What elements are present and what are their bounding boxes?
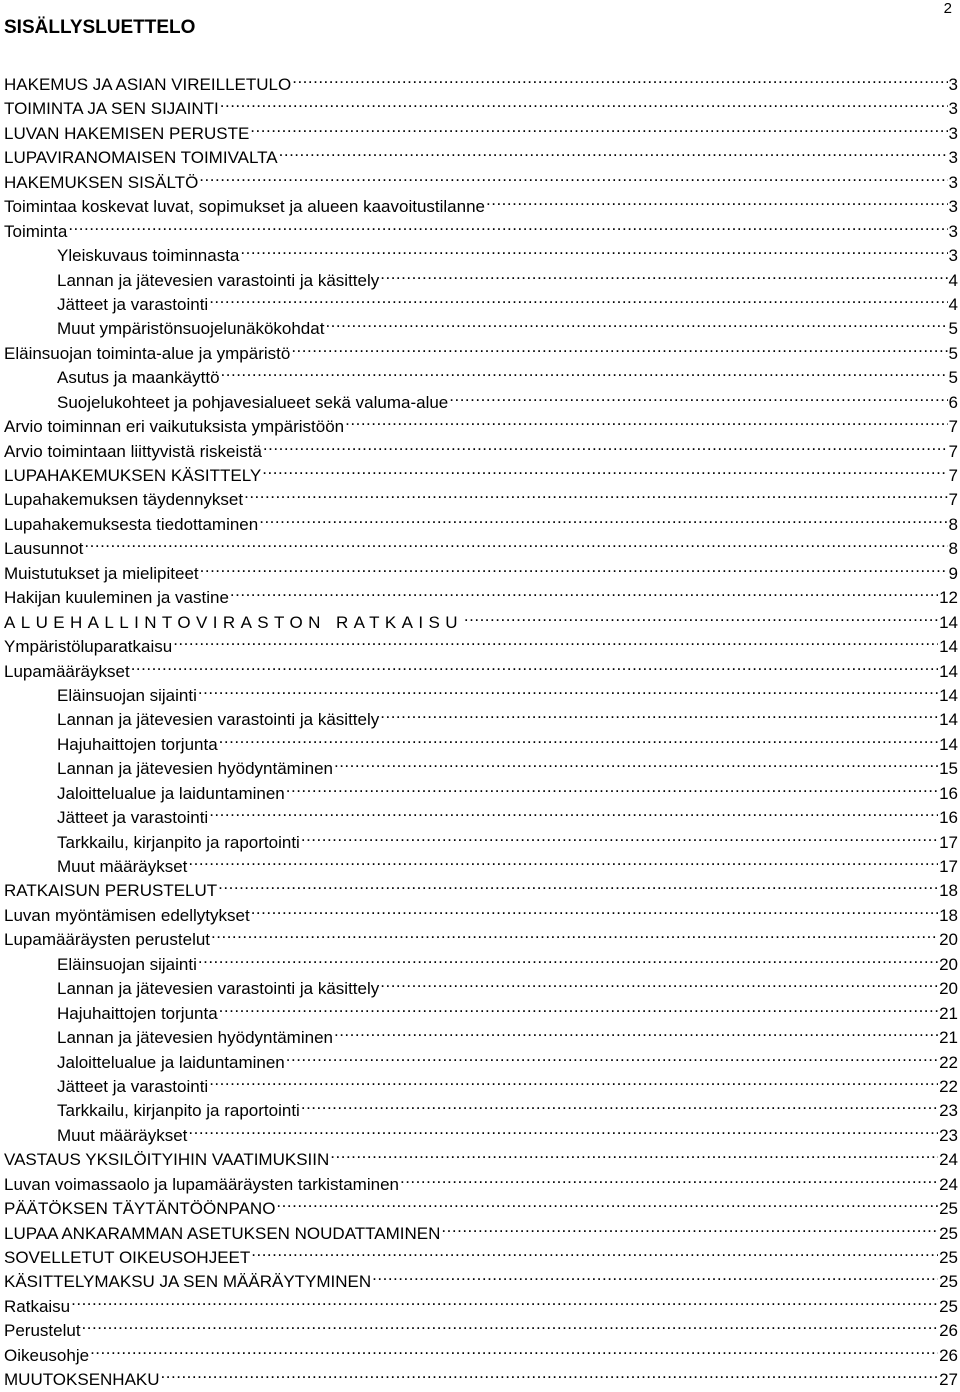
toc-entry-page: 14 — [939, 612, 958, 632]
toc-entry-page: 18 — [939, 881, 958, 901]
toc-entry-label: Oikeusohje — [4, 1345, 90, 1365]
dot-leader — [221, 359, 948, 383]
dot-leader — [279, 139, 948, 163]
toc-entry-page: 26 — [939, 1345, 958, 1365]
dot-leader — [219, 995, 938, 1019]
dot-leader — [334, 750, 938, 774]
toc-entry-label: HAKEMUS JA ASIAN VIREILLETULO — [4, 75, 292, 94]
dot-leader — [400, 1166, 938, 1190]
toc-entry-page: 17 — [939, 857, 958, 876]
dot-leader — [291, 335, 947, 359]
dot-leader — [71, 1288, 938, 1312]
dot-leader — [219, 726, 938, 750]
toc-entry-page: 25 — [939, 1199, 958, 1219]
toc-entry-page: 20 — [939, 930, 958, 950]
dot-leader — [209, 799, 938, 823]
toc-entry-label: MUUTOKSENHAKU — [4, 1370, 160, 1390]
toc-entry[interactable] — [4, 653, 958, 681]
toc-entry-page: 25 — [939, 1248, 958, 1267]
toc-entry-label: Toiminta — [4, 221, 68, 241]
toc-entry-label: Jaloittelualue ja laiduntaminen — [57, 783, 285, 803]
toc-entry[interactable] — [4, 1361, 958, 1390]
toc-entry-page: 4 — [948, 270, 958, 290]
toc-entry-label: Lausunnot — [4, 539, 84, 559]
toc-entry-label: Hajuhaittojen torjunta — [57, 1003, 218, 1023]
toc-entry-page: 8 — [948, 514, 958, 534]
toc-entry-page: 27 — [939, 1370, 958, 1390]
toc-entry-label: Perustelut — [4, 1321, 81, 1341]
toc-entry[interactable] — [4, 1337, 958, 1365]
toc-entry[interactable] — [4, 213, 958, 241]
dot-leader — [188, 848, 938, 872]
dot-leader — [464, 604, 938, 628]
toc-entry-label: Jätteet ja varastointi — [57, 1076, 209, 1096]
toc-entry-label: LUVAN HAKEMISEN PERUSTE — [4, 123, 250, 143]
toc-entry-page: 3 — [948, 246, 958, 266]
toc-entry-page: 21 — [939, 1003, 958, 1023]
dot-leader — [292, 66, 947, 90]
toc-entry-page: 14 — [939, 734, 958, 754]
dot-leader — [84, 530, 947, 554]
toc-entry-label: Lannan ja jätevesien varastointi ja käsittely — [57, 979, 380, 999]
toc-entry-label: Jätteet ja varastointi — [57, 294, 209, 314]
dot-leader — [330, 1141, 938, 1165]
dot-leader — [188, 1117, 938, 1141]
toc-entry-label: Eläinsuojan toiminta-alue ja ympäristö — [4, 343, 291, 363]
toc-entry-page: 4 — [948, 294, 958, 314]
toc-entry-page: 5 — [948, 368, 958, 388]
toc-entry-label: LUPAA ANKARAMMAN ASETUKSEN NOUDATTAMINEN — [4, 1223, 441, 1243]
toc-entry-page: 17 — [939, 832, 958, 852]
toc-entry-label: Lannan ja jätevesien varastointi ja käsittely — [57, 710, 380, 730]
toc-entry-page: 3 — [948, 197, 958, 217]
toc-entry-page: 6 — [948, 392, 958, 412]
toc-entry-page: 14 — [939, 637, 958, 657]
dot-leader — [230, 579, 938, 603]
toc-entry-page: 5 — [948, 319, 958, 339]
dot-leader — [199, 164, 947, 188]
dot-leader — [173, 628, 938, 652]
toc-entry[interactable] — [4, 1312, 958, 1341]
toc-entry-page: 14 — [939, 685, 958, 705]
toc-entry-page: 23 — [939, 1101, 958, 1121]
dot-leader — [211, 921, 938, 945]
toc-entry-page: 22 — [939, 1052, 958, 1072]
dot-leader — [334, 1019, 938, 1043]
toc-entry-label: HAKEMUKSEN SISÄLTÖ — [4, 172, 199, 192]
dot-leader — [262, 457, 947, 481]
dot-leader — [161, 1361, 939, 1385]
toc-entry-label: Asutus ja maankäyttö — [57, 368, 220, 388]
dot-leader — [131, 653, 938, 677]
toc-entry-label: Arvio toiminnan eri vaikutuksista ympäristöön — [4, 417, 345, 437]
dot-leader — [449, 384, 947, 408]
toc-entry-page: 25 — [939, 1296, 958, 1316]
toc-entry[interactable] — [4, 237, 958, 266]
toc-entry-page: 7 — [948, 417, 958, 437]
toc-entry-label: Ratkaisu — [4, 1296, 71, 1316]
dot-leader — [286, 1044, 938, 1068]
toc-entry-page: 7 — [948, 441, 958, 461]
toc-entry-label: Jaloittelualue ja laiduntaminen — [57, 1052, 285, 1072]
toc-entry-label: Lannan ja jätevesien varastointi ja käsittely — [57, 270, 380, 290]
toc-entry-label: ALUEHALLINTOVIRASTON RATKAISU — [4, 612, 463, 632]
toc-entry-page: 3 — [948, 123, 958, 143]
dot-leader — [251, 897, 938, 921]
dot-leader — [82, 1312, 939, 1336]
toc-entry-label: Lupamääräysten perustelut — [4, 930, 211, 950]
toc-entry-page: 3 — [948, 172, 958, 192]
toc-entry-page: 16 — [939, 783, 958, 803]
toc-entry-page: 14 — [939, 661, 958, 681]
toc-entry-label: Muut määräykset — [57, 1125, 188, 1145]
toc-entry-label: Eläinsuojan sijainti — [57, 685, 197, 705]
toc-entry-page: 25 — [939, 1272, 958, 1292]
dot-leader — [240, 237, 947, 261]
toc-entry-label: Lupahakemuksesta tiedottaminen — [4, 514, 259, 534]
toc-entry-page: 5 — [948, 343, 958, 363]
toc-entry-page: 20 — [939, 979, 958, 999]
dot-leader — [68, 213, 947, 237]
dot-leader — [259, 506, 947, 530]
dot-leader — [250, 115, 947, 139]
toc-entry-label: Eläinsuojan sijainti — [57, 954, 197, 974]
dot-leader — [380, 701, 938, 725]
dot-leader — [209, 286, 947, 310]
toc-entry-label: Luvan myöntämisen edellytykset — [4, 905, 250, 925]
dot-leader — [325, 310, 947, 334]
toc-entry-page: 9 — [948, 563, 958, 583]
toc-entry-label: PÄÄTÖKSEN TÄYTÄNTÖÖNPANO — [4, 1199, 276, 1219]
toc-entry-page: 23 — [939, 1125, 958, 1145]
dot-leader — [372, 1263, 938, 1287]
toc-entry-page: 24 — [939, 1174, 958, 1194]
toc-entry-label: Lupamääräykset — [4, 661, 130, 681]
page-title: SISÄLLYSLUETTELO — [4, 17, 196, 38]
toc-entry-label: Hakijan kuuleminen ja vastine — [4, 588, 229, 608]
toc-entry-page: 7 — [948, 466, 958, 485]
toc-entry-page: 3 — [948, 148, 958, 168]
toc-entry-label: LUPAHAKEMUKSEN KÄSITTELY — [4, 466, 262, 485]
toc-entry-page: 18 — [939, 905, 958, 925]
toc-entry-label: Muut ympäristönsuojelunäkökohdat — [57, 319, 325, 339]
toc-entry-label: Luvan voimassaolo ja lupamääräysten tarkistaminen — [4, 1174, 399, 1194]
toc-entry-page: 16 — [939, 808, 958, 828]
toc-entry-label: TOIMINTA JA SEN SIJAINTI — [4, 99, 219, 119]
toc-entry[interactable] — [4, 555, 958, 583]
dot-leader — [198, 946, 938, 970]
dot-leader — [198, 677, 938, 701]
toc-entry-label: LUPAVIRANOMAISEN TOIMIVALTA — [4, 148, 278, 168]
dot-leader — [244, 481, 947, 505]
dot-leader — [486, 188, 948, 212]
toc-entry-label: Arvio toimintaan liittyvistä riskeistä — [4, 441, 262, 461]
dot-leader — [218, 872, 938, 896]
toc-entry-label: Muistutukset ja mielipiteet — [4, 563, 199, 583]
toc-entry-page: 8 — [948, 539, 958, 559]
toc-entry-label: Lupahakemuksen täydennykset — [4, 490, 244, 510]
toc-entry-label: Tarkkailu, kirjanpito ja raportointi — [57, 832, 300, 852]
dot-leader — [209, 1068, 938, 1092]
toc-entry-page: 21 — [939, 1028, 958, 1048]
toc-entry[interactable] — [4, 530, 958, 559]
dot-leader — [345, 408, 947, 432]
toc-entry-page: 15 — [939, 759, 958, 779]
table-of-contents — [4, 66, 958, 1390]
toc-entry[interactable] — [4, 66, 958, 94]
dot-leader — [380, 262, 947, 286]
dot-leader — [220, 90, 948, 114]
toc-entry-label: Lannan ja jätevesien hyödyntäminen — [57, 1028, 333, 1048]
dot-leader — [200, 555, 948, 579]
dot-leader — [263, 433, 948, 457]
toc-entry-label: Jätteet ja varastointi — [57, 808, 209, 828]
toc-entry-label: SOVELLETUT OIKEUSOHJEET — [4, 1248, 251, 1267]
toc-entry[interactable] — [4, 677, 958, 705]
dot-leader — [276, 1190, 938, 1214]
toc-entry-page: 20 — [939, 954, 958, 974]
page-number: 2 — [943, 0, 952, 17]
toc-entry[interactable] — [4, 1288, 958, 1316]
dot-leader — [301, 1092, 938, 1116]
dot-leader — [441, 1215, 938, 1239]
toc-entry-label: KÄSITTELYMAKSU JA SEN MÄÄRÄYTYMINEN — [4, 1272, 372, 1292]
toc-entry-label: Ympäristöluparatkaisu — [4, 637, 173, 657]
toc-entry-page: 25 — [939, 1223, 958, 1243]
toc-entry-page: 26 — [939, 1321, 958, 1341]
toc-entry-page: 24 — [939, 1150, 958, 1170]
toc-entry-label: RATKAISUN PERUSTELUT — [4, 881, 218, 901]
toc-entry-label: Tarkkailu, kirjanpito ja raportointi — [57, 1101, 300, 1121]
dot-leader — [380, 970, 938, 994]
dot-leader — [286, 775, 938, 799]
dot-leader — [251, 1239, 938, 1263]
toc-entry-page: 3 — [948, 221, 958, 241]
toc-entry-page: 3 — [948, 99, 958, 119]
toc-entry-label: Hajuhaittojen torjunta — [57, 734, 218, 754]
toc-entry-page: 7 — [948, 490, 958, 510]
toc-entry-label: Toimintaa koskevat luvat, sopimukset ja alueen kaavoitustilanne — [4, 197, 485, 217]
dot-leader — [301, 824, 938, 848]
toc-entry-page: 3 — [948, 75, 958, 94]
dot-leader — [90, 1337, 938, 1361]
toc-entry-label: Suojelukohteet ja pohjavesialueet sekä valuma-alue — [57, 392, 449, 412]
toc-entry-label: Lannan ja jätevesien hyödyntäminen — [57, 759, 333, 779]
toc-entry-label: VASTAUS YKSILÖITYIHIN VAATIMUKSIIN — [4, 1150, 330, 1170]
toc-entry-label: Yleiskuvaus toiminnasta — [57, 246, 240, 266]
toc-entry-page: 12 — [939, 588, 958, 608]
toc-entry-label: Muut määräykset — [57, 857, 188, 876]
toc-entry-page: 22 — [939, 1076, 958, 1096]
toc-entry-page: 14 — [939, 710, 958, 730]
